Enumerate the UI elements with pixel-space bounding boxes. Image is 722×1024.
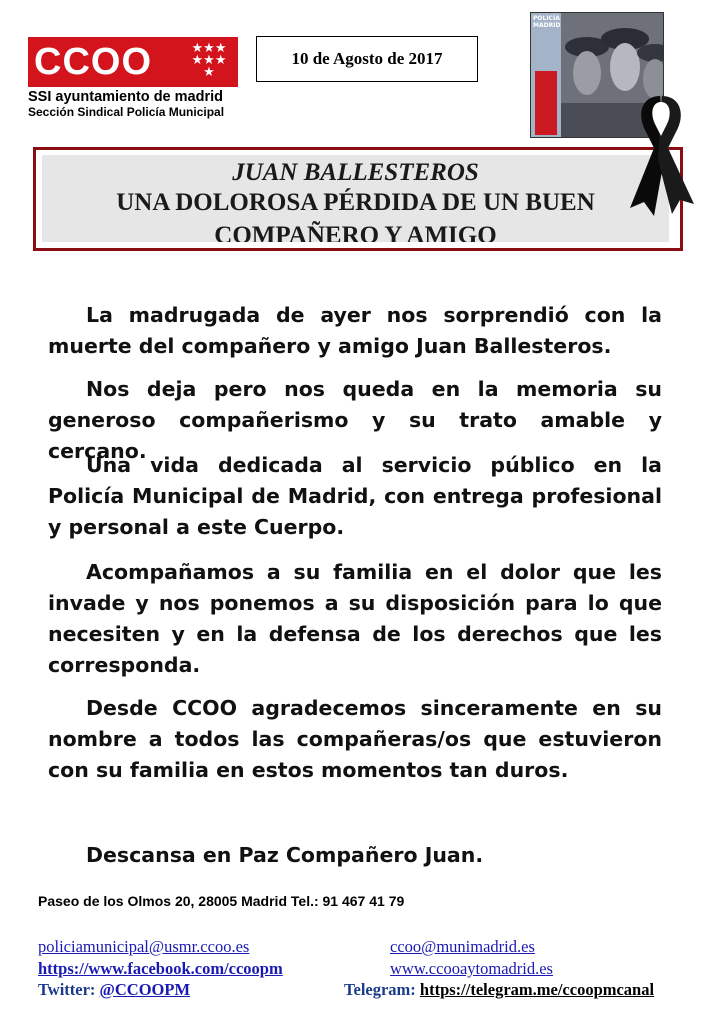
paragraph-1: La madrugada de ayer nos sorprendió con la muerte del compañero y amigo Juan Ballesteros. [48, 303, 662, 358]
title-name: JUAN BALLESTEROS [232, 159, 479, 186]
facebook-link[interactable]: https://www.facebook.com/ccoopm [38, 959, 283, 978]
title-line2: COMPAÑERO Y AMIGO [214, 222, 497, 242]
twitter-line [38, 980, 190, 1000]
paragraph-2: Nos deja pero nos queda en la memoria su generoso compañerismo y su trato amable y cercano. [48, 377, 662, 463]
date-box: 10 de Agosto de 2017 [256, 36, 478, 82]
title-line1: UNA DOLOROSA PÉRDIDA DE UN BUEN [116, 189, 595, 216]
madrid-stars-icon: ★★★ ★★★ ★ [191, 41, 227, 80]
mourning-ribbon-icon [624, 92, 698, 218]
twitter-label: Twitter: [38, 980, 100, 999]
paragraph-3: Una vida dedicada al servicio público en la Policía Municipal de Madrid, con entrega profesional y personal a este Cuerpo. [48, 453, 662, 539]
badge-red-band [535, 71, 557, 135]
ccoo-logo-text: CCOO [34, 41, 152, 83]
paragraph-4: Acompañamos a su familia en el dolor que les invade y nos ponemos a su disposición para lo que necesiten y en la defensa de los derechos que les corresponda. [48, 560, 662, 677]
logo-subtitle: SSI ayuntamiento de madrid [28, 89, 223, 105]
website-link[interactable]: www.ccooaytomadrid.es [390, 959, 553, 978]
paragraph-5: Desde CCOO agradecemos sinceramente en su nombre a todos las compañeras/os que estuvieron con su familia en estos momentos tan duros. [48, 696, 662, 782]
logo-section-name: Sección Sindical Policía Municipal [28, 105, 225, 119]
closing-line: Descansa en Paz Compañero Juan. [86, 843, 484, 867]
telegram-label: Telegram: [344, 980, 420, 999]
email-link-policia[interactable]: policiamunicipal@usmr.ccoo.es [38, 937, 250, 956]
footer-address: Paseo de los Olmos 20, 28005 Madrid Tel.: 91 467 41 79 [38, 893, 405, 909]
email-link-munimadrid[interactable]: ccoo@munimadrid.es [390, 937, 535, 956]
twitter-link[interactable]: @CCOOPM [99, 980, 191, 999]
title-banner-inner [42, 155, 669, 242]
telegram-link[interactable]: https://telegram.me/ccoopmcanal [419, 980, 655, 999]
ccoo-logo [28, 37, 238, 87]
telegram-line [344, 980, 654, 1000]
badge-tag: POLICÍA MADRID [533, 15, 561, 29]
